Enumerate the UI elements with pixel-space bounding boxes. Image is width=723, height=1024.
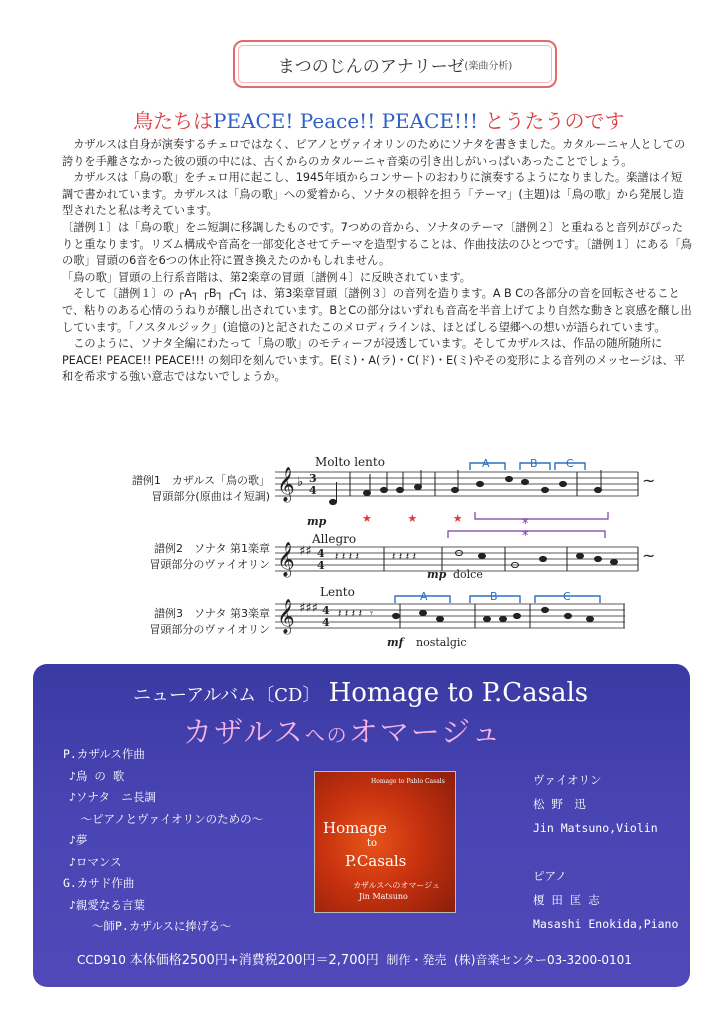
jp-title-part1: カザルス xyxy=(183,715,305,749)
credit-line: Masashi Enokida,Piano xyxy=(533,917,679,931)
treble-clef-icon: 𝄞 xyxy=(277,599,295,634)
svg-text:♯♯: ♯♯ xyxy=(299,544,312,559)
paragraph: このように、ソナタ全編にわたって「鳥の歌」のモティーフが浸透しています。そしてカザルスは、作品の随所随所にPEACE! PEACE!! PEACE!!! の刻印を刻んでいます。E(ミ)・A(ラ)・C(ド)・E(ミ)やその変形による音列のメッセージは、平和を希求する強い意志ではないでしょうか。 xyxy=(62,337,685,384)
cover-subtitle: カザルスへのオマージュ xyxy=(353,881,441,890)
example3-label-line1: 譜例3 ソナタ 第3楽章 xyxy=(154,607,270,620)
example3-dynamic: mf xyxy=(387,636,404,649)
example1-tempo: Molto lento xyxy=(315,455,385,469)
paragraph: カザルスは自身が演奏するチェロではなく、ピアノとヴァイオリンのためにソナタを書きました。カタルーニャ人としての誇りを手離さなかった彼の頭の中には、古くからのカタルーニャ音楽の引き出しがいっぱいあったことでしょう。 xyxy=(62,138,686,168)
paragraph: そして〔譜例１〕の ┌A┐ ┌B┐ ┌C┐ は、第3楽章冒頭〔譜例３〕の音列を造ります。A B Cの各部分の音を回転させることで、粘りのある心情のうねりが醸し出されています。BとCの部分はいずれも音高を半音上げてより自然な動きと哀感を醸し出しています。「ノスタルジック」(追憶の)と記されたこのメロディラインは、ほとばしる望郷への想いが語られています。 xyxy=(62,287,692,334)
credit-line: 榎 田 匡 志 xyxy=(533,893,600,907)
list-item: ♪親愛なる言葉 xyxy=(69,897,145,912)
svg-text:4: 4 xyxy=(317,547,325,560)
svg-text:𝄽 𝄽 𝄽 𝄽: 𝄽 𝄽 𝄽 𝄽 xyxy=(335,550,359,563)
example3-expression: nostalgic xyxy=(416,636,467,649)
headline-part2: PEACE! Peace!! PEACE!!! xyxy=(213,109,479,133)
bracket-label-c: C xyxy=(566,457,574,470)
paragraph: カザルスは「鳥の歌」をチェロ用に起こし、1945年頃からコンサートのおわりに演奏するようになりました。楽譜はイ短調で書かれています。カザルスは「鳥の歌」への愛着から、ソナタの根幹を担う「テーマ」(主題)は「鳥の歌」から発展し造型されたと私は考えています。 xyxy=(62,171,684,218)
svg-text:4: 4 xyxy=(309,484,317,497)
svg-text:3: 3 xyxy=(309,472,317,485)
example2-label-line1: 譜例2 ソナタ 第1楽章 xyxy=(154,542,270,555)
example2-tempo: Allegro xyxy=(312,532,357,546)
continuation-marks xyxy=(642,471,655,565)
album-cover-image xyxy=(314,771,456,913)
svg-text:4: 4 xyxy=(322,616,330,629)
asterisks xyxy=(522,517,529,544)
cover-top-text: Homage to Pablo Casals xyxy=(371,778,445,785)
example1-dynamic: mp xyxy=(307,515,327,528)
bracket-label-b: B xyxy=(530,457,538,470)
album-heading-prefix: ニューアルバム〔CD〕 xyxy=(133,685,321,706)
svg-text:𝄾: 𝄾 xyxy=(370,607,373,620)
credit-line xyxy=(533,840,678,864)
svg-text:♯♯♯: ♯♯♯ xyxy=(299,601,318,616)
list-item: ♪夢 xyxy=(69,833,88,847)
catalog-number: CCD910 xyxy=(77,953,126,967)
list-item: P.カザルス作曲 xyxy=(63,747,145,761)
album-footer xyxy=(77,949,632,968)
tilde-mark: ~ xyxy=(642,471,656,490)
example3-tempo: Lento xyxy=(320,585,355,599)
album-panel xyxy=(33,664,690,987)
cover-artist-name: Jin Matsuno xyxy=(359,892,408,901)
list-item: ～ピアノとヴァイオリンのための～ xyxy=(69,811,264,826)
svg-text:𝄽 𝄽 𝄽 𝄽: 𝄽 𝄽 𝄽 𝄽 xyxy=(392,550,416,563)
asterisk-mark: * xyxy=(522,529,529,544)
headline-part3: とうたうのです xyxy=(478,109,625,133)
title-sub: (楽曲分析) xyxy=(464,60,513,72)
bracket-label-a: A xyxy=(420,590,428,603)
jp-title-no: への xyxy=(304,723,349,747)
performer-credits xyxy=(533,768,678,936)
jp-title-part2: オマージュ xyxy=(348,715,503,749)
cover-to: to xyxy=(367,838,378,849)
phone-number: 03-3200-0101 xyxy=(546,953,632,967)
paragraph: 「鳥の歌」冒頭の上行系音階は、第2楽章の冒頭〔譜例４〕に反映されています。 xyxy=(62,270,471,284)
list-item: ♪鳥 の 歌 xyxy=(69,768,125,783)
list-item: ～師P.カザルスに捧げる～ xyxy=(69,919,232,933)
motif-bracket-labels xyxy=(420,457,574,603)
album-heading xyxy=(133,678,588,708)
price-text: 本体価格2500円+消費税200円＝2,700円 xyxy=(129,953,379,968)
svg-text:4: 4 xyxy=(322,604,330,617)
notes xyxy=(330,470,618,622)
list-item: ♪ソナタ ニ長調 xyxy=(69,790,156,804)
list-item: G.カサド作曲 xyxy=(63,876,135,890)
treble-clef-icon: 𝄞 xyxy=(277,467,295,502)
tilde-mark: ~ xyxy=(642,546,656,565)
svg-text:4: 4 xyxy=(317,559,325,572)
bracket-label-b: B xyxy=(490,590,498,603)
treble-clef-icon: 𝄞 xyxy=(277,542,295,577)
list-item: ♪ロマンス xyxy=(69,854,122,869)
example2-expression: dolce xyxy=(453,568,483,581)
example1-label-line2: 冒頭部分(原曲はイ短調) xyxy=(151,490,270,503)
credit-line: Jin Matsuno,Violin xyxy=(533,821,658,835)
credit-line: 松 野 迅 xyxy=(533,797,586,811)
svg-text:𝄽 𝄽 𝄽 𝄽: 𝄽 𝄽 𝄽 𝄽 xyxy=(338,607,362,620)
album-heading-title: Homage to P.Casals xyxy=(328,678,589,708)
maker-label: 制作・発売 xyxy=(386,953,447,967)
example2-dynamic: mp xyxy=(427,568,447,581)
example3-label-line2: 冒頭部分のヴァイオリン xyxy=(149,623,270,636)
clefs-and-signatures xyxy=(277,467,330,635)
company-name: (株)音楽センター xyxy=(454,953,547,967)
bracket-label-a: A xyxy=(482,457,490,470)
credit-line: ヴァイオリン xyxy=(533,773,602,787)
paragraph: 〔譜例１〕は「鳥の歌」をニ短調に移調したものです。7つめの音から、ソナタのテーマ〔譜例２〕と重ねると音列がぴったりと重なります。リズム構成や音高を一部変化させてテーマを造型することは、作曲技法のひとつです。〔譜例１〕にある「鳥の歌」冒頭の6音を6つの休止符に置き換えたのかもしれません。 xyxy=(62,220,692,268)
headline-part1: 鳥たちは xyxy=(133,109,213,133)
svg-text:♭: ♭ xyxy=(297,475,304,490)
asterisk-mark: * xyxy=(522,517,529,532)
credit-line: ピアノ xyxy=(533,869,567,883)
star-marks: ★ ★ ★ xyxy=(362,512,479,525)
track-list xyxy=(63,744,263,938)
title-main: まつのじんのアナリーゼ xyxy=(277,56,465,77)
cover-title-line2: P.Casals xyxy=(345,852,407,870)
example2-label-line2: 冒頭部分のヴァイオリン xyxy=(149,558,270,571)
example1-label-line1: 譜例1 カザルス「鳥の歌」 xyxy=(131,474,270,487)
cover-title-line1: Homage xyxy=(323,819,387,837)
bracket-label-c: C xyxy=(563,590,571,603)
rests xyxy=(335,550,416,620)
